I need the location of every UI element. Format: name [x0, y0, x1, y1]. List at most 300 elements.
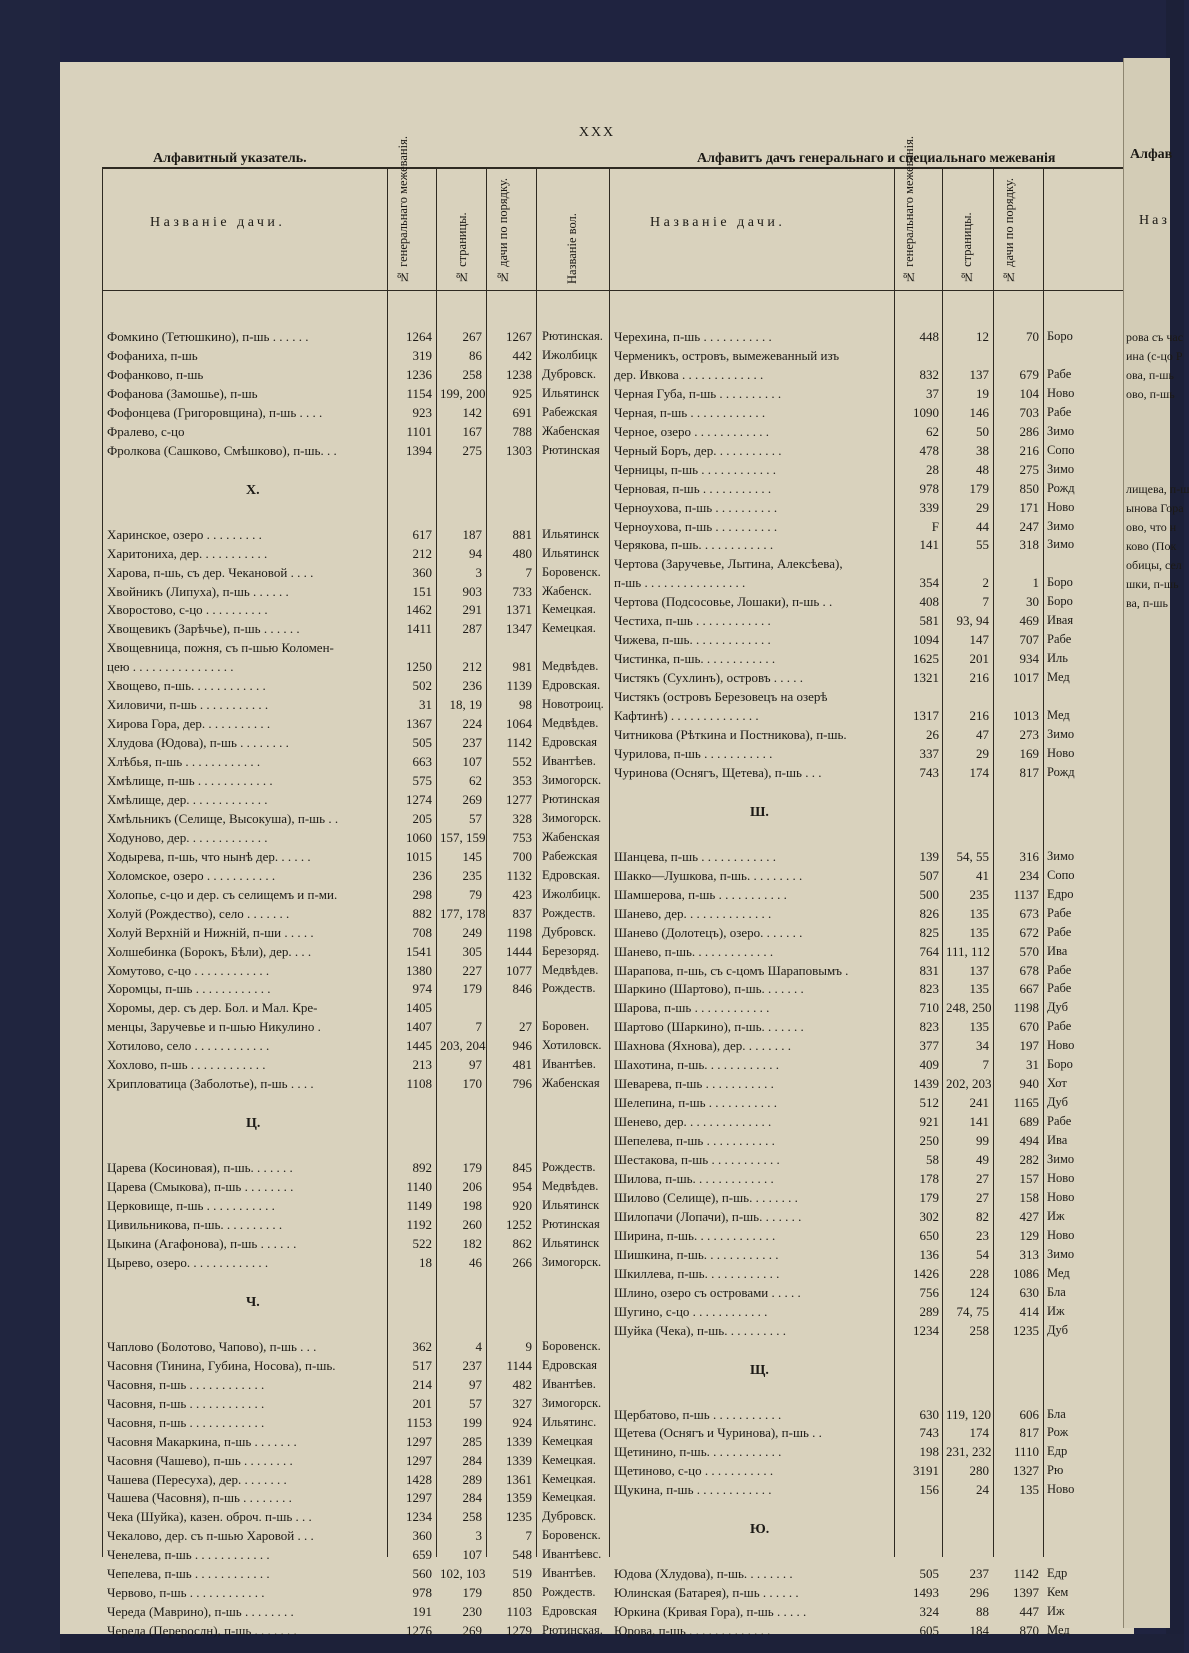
entry-volost: Ижолбицк.	[542, 886, 601, 901]
index-entry	[60, 828, 1134, 847]
entry-name: Черякова, п-шь. . . . . . . . . . . .	[614, 537, 774, 553]
entry-order-number: 1339	[506, 1433, 532, 1449]
entry-name: Ченелева, п-шь . . . . . . . . . . . .	[107, 1547, 270, 1563]
entry-page-number: 137	[969, 366, 989, 382]
entry-name: Честиха, п-шь . . . . . . . . . . . .	[614, 613, 771, 629]
entry-gen-number: 743	[919, 764, 939, 780]
entry-order-number: 703	[1019, 404, 1039, 420]
entry-order-number: 707	[1019, 632, 1039, 648]
right-gen-heading: № генеральнаго межеванія.	[902, 136, 916, 284]
entry-name: Шуйка (Чека), п-шь. . . . . . . . . .	[614, 1322, 786, 1338]
entry-name: Церковище, п-шь . . . . . . . . . . .	[107, 1198, 275, 1214]
entry-name: Цыкина (Агафонова), п-шь . . . . . .	[107, 1235, 297, 1251]
index-entry	[60, 1302, 1134, 1321]
entry-page-number: 170	[462, 1076, 482, 1092]
index-entry	[60, 535, 1134, 554]
entry-name: Царева (Косиновая), п-шь. . . . . . .	[107, 1160, 293, 1176]
edge-fragment: ово, п-шь	[1126, 387, 1175, 401]
index-entry	[60, 998, 1134, 1017]
left-volost-heading: Названіе вол.	[565, 213, 579, 284]
entry-order-number: 689	[1019, 1114, 1039, 1130]
entry-gen-number: 502	[412, 678, 432, 694]
entry-order-number: 1198	[1013, 1000, 1039, 1016]
entry-volost: Рождеств.	[542, 1585, 596, 1600]
entry-page-number: 27	[976, 1170, 989, 1186]
entry-gen-number: 1493	[913, 1585, 939, 1601]
entry-name: Фофаниха, п-шь	[107, 347, 198, 363]
entry-gen-number: 1445	[406, 1038, 432, 1054]
entry-name: Чертова (Подсосовье, Лошаки), п-шь . .	[614, 594, 833, 610]
entry-volost: Рожд	[1047, 764, 1075, 779]
left-name-heading: Названіе дачи.	[150, 215, 286, 230]
entry-volost: Иж	[1047, 1303, 1065, 1318]
entry-name: Шамшерова, п-шь . . . . . . . . . . .	[614, 886, 787, 902]
entry-gen-number: 923	[412, 404, 432, 420]
entry-page-number: 198	[462, 1198, 482, 1214]
entry-gen-number: 831	[919, 962, 939, 978]
entry-gen-number: 360	[412, 1528, 432, 1544]
entry-volost: Мед	[1047, 1265, 1070, 1280]
entry-volost: Боровен.	[542, 1019, 590, 1034]
entry-name: Хвойникъ (Липуха), п-шь . . . . . .	[107, 583, 289, 599]
entry-order-number: 946	[512, 1038, 532, 1054]
entry-order-number: 135	[1019, 1482, 1039, 1498]
entry-volost: Иль	[1047, 651, 1068, 666]
entry-name: Хворостово, с-цо . . . . . . . . . .	[107, 602, 268, 618]
entry-name: Хвощевикъ (Зарѣчье), п-шь . . . . . .	[107, 621, 300, 637]
entry-order-number: 480	[512, 545, 532, 561]
entry-gen-number: 408	[919, 594, 939, 610]
entry-volost: Зимо	[1047, 1152, 1075, 1166]
left-order-heading: № дачи по порядку.	[496, 177, 510, 284]
entry-volost: Боровенск.	[542, 1338, 601, 1353]
entry-order-number: 482	[512, 1376, 532, 1392]
entry-order-number: 925	[512, 385, 532, 401]
entry-volost: Кемецкая.	[542, 621, 596, 636]
entry-volost: Бла	[1047, 1284, 1066, 1299]
entry-volost: Хот	[1047, 1076, 1067, 1091]
entry-name: Цивильникова, п-шь. . . . . . . . . .	[107, 1217, 283, 1232]
entry-page-number: 235	[969, 886, 989, 902]
entry-order-number: 1371	[506, 602, 532, 618]
entry-gen-number: 136	[919, 1246, 939, 1262]
entry-page-number: 102, 103	[440, 1566, 486, 1582]
entry-gen-number: 3191	[913, 1463, 939, 1479]
entry-order-number: 1103	[506, 1604, 532, 1620]
entry-order-number: 247	[1019, 518, 1039, 534]
entry-gen-number: 512	[919, 1095, 939, 1111]
adjacent-page-edge	[1123, 58, 1189, 1628]
entry-order-number: 1327	[1013, 1463, 1039, 1479]
entry-page-number: 237	[462, 1357, 482, 1373]
entry-name: Холуй Верхній и Нижній, п-ши . . . . .	[107, 924, 314, 940]
entry-order-number: 1252	[506, 1217, 532, 1232]
index-entry	[60, 460, 1134, 479]
entry-order-number: 1144	[506, 1357, 532, 1373]
entry-gen-number: 921	[919, 1114, 939, 1130]
entry-name: Чистякъ (островъ Березовецъ на озерѣ	[614, 689, 828, 705]
entry-gen-number: 978	[412, 1585, 432, 1601]
entry-order-number: 1277	[506, 791, 532, 807]
entry-order-number: 158	[1019, 1189, 1039, 1205]
entry-volost: Боро	[1047, 575, 1073, 590]
entry-page-number: 147	[969, 632, 989, 648]
entry-gen-number: 26	[926, 726, 939, 742]
edge-fragment: рова съ час	[1126, 330, 1184, 344]
entry-gen-number: 302	[919, 1208, 939, 1224]
entry-page-number: 199	[462, 1414, 482, 1430]
entry-volost: Зимо	[1047, 848, 1075, 863]
entry-name: Холуй (Рождество), село . . . . . . .	[107, 905, 290, 921]
entry-gen-number: 18	[419, 1254, 432, 1270]
entry-gen-number: 28	[926, 461, 939, 477]
index-entry	[60, 1375, 1134, 1394]
entry-page-number: 7	[982, 1057, 989, 1073]
entry-gen-number: 882	[412, 905, 432, 921]
entry-order-number: 427	[1019, 1208, 1039, 1224]
entry-volost: Жабенская	[542, 829, 600, 844]
entry-name: Хлудова (Юдова), п-шь . . . . . . . .	[107, 735, 289, 751]
entry-gen-number: 505	[412, 735, 432, 751]
entry-name: Чистякъ (Сухлинъ), островъ . . . . .	[614, 670, 804, 686]
entry-order-number: 1	[1032, 575, 1039, 591]
entry-order-number: 1361	[506, 1471, 532, 1487]
section-letter: Ч.	[246, 1294, 260, 1310]
entry-page-number: 174	[969, 764, 989, 780]
entry-page-number: 46	[469, 1254, 482, 1270]
index-entry	[60, 365, 1134, 384]
entry-name: Хомутово, с-цо . . . . . . . . . . . .	[107, 962, 270, 978]
index-entry	[60, 1264, 1134, 1283]
entry-name: Черный Боръ, дер. . . . . . . . . . .	[614, 442, 782, 458]
section-letter: Ю.	[750, 1522, 770, 1538]
entry-name: менцы, Заручевье и п-шью Никулино .	[107, 1019, 321, 1035]
entry-volost: Ижолбицк	[542, 347, 598, 362]
entry-page-number: 135	[969, 905, 989, 921]
entry-gen-number: 141	[919, 537, 939, 553]
entry-order-number: 1359	[506, 1490, 532, 1506]
entry-order-number: 788	[512, 423, 532, 439]
entry-order-number: 327	[512, 1395, 532, 1411]
entry-name: Черницы, п-шь . . . . . . . . . . . .	[614, 461, 777, 477]
entry-order-number: 414	[1019, 1303, 1039, 1319]
entry-order-number: 129	[1019, 1227, 1039, 1243]
entry-volost: Боро	[1047, 329, 1073, 343]
entry-volost: Дуб	[1047, 1095, 1068, 1110]
entry-page-number: 97	[469, 1057, 482, 1073]
entry-gen-number: 1140	[406, 1179, 432, 1195]
entry-gen-number: 339	[919, 499, 939, 515]
entry-order-number: 881	[512, 526, 532, 542]
entry-order-number: 1110	[1013, 1444, 1039, 1460]
entry-name: Чистинка, п-шь. . . . . . . . . . . .	[614, 651, 776, 667]
entry-order-number: 1165	[1013, 1095, 1039, 1111]
entry-page-number: 2	[982, 575, 989, 591]
entry-page-number: 284	[462, 1452, 482, 1468]
index-entry	[60, 630, 1134, 649]
entry-page-number: 111, 112	[946, 943, 991, 959]
entry-page-number: 182	[462, 1235, 482, 1251]
entry-page-number: 269	[462, 1623, 482, 1639]
entry-name: Фофанково, п-шь	[107, 366, 204, 382]
entry-order-number: 318	[1019, 537, 1039, 553]
section-letter: Х.	[246, 482, 260, 498]
entry-name: Чижева, п-шь. . . . . . . . . . . . .	[614, 632, 771, 648]
entry-volost: Едровская	[542, 735, 598, 750]
entry-order-number: 670	[1019, 1019, 1039, 1035]
entry-page-number: 135	[969, 924, 989, 940]
entry-order-number: 313	[1019, 1246, 1039, 1262]
index-entry	[60, 961, 1134, 980]
entry-name: Холшебинка (Борокъ, Бѣли), дер. . . .	[107, 943, 312, 959]
entry-name: Хмѣлище, дер. . . . . . . . . . . . .	[107, 791, 268, 807]
entry-name: Щетиново, с-цо . . . . . . . . . . .	[614, 1463, 774, 1479]
entry-name: Черехина, п-шь . . . . . . . . . . .	[614, 329, 772, 344]
entry-gen-number: 1234	[913, 1322, 939, 1338]
entry-name: Харитониха, дер. . . . . . . . . . .	[107, 545, 268, 561]
entry-name: Щукина, п-шь . . . . . . . . . . . .	[614, 1482, 772, 1498]
entry-name: Часовня (Тинина, Губина, Носова), п-шь.	[107, 1357, 336, 1373]
entry-gen-number: 1060	[406, 829, 432, 845]
entry-order-number: 954	[512, 1179, 532, 1195]
index-entry	[60, 1188, 1134, 1207]
entry-gen-number: 1407	[406, 1019, 432, 1035]
entry-gen-number: 1625	[913, 651, 939, 667]
entry-order-number: 1142	[1013, 1566, 1039, 1582]
entry-volost: Боровенск.	[542, 1528, 601, 1543]
entry-gen-number: 764	[919, 943, 939, 959]
entry-name: Черное, озеро . . . . . . . . . . . .	[614, 423, 770, 439]
entry-order-number: 679	[1019, 366, 1039, 382]
entry-gen-number: 1090	[913, 404, 939, 420]
entry-volost: Хотиловск.	[542, 1038, 602, 1053]
entry-gen-number: 1367	[406, 716, 432, 732]
entry-order-number: 733	[512, 583, 532, 599]
entry-volost: Дубровск.	[542, 366, 597, 381]
entry-volost: Березоряд.	[542, 943, 600, 958]
entry-volost: Жабенск.	[542, 583, 592, 598]
entry-name: Шепелева, п-шь . . . . . . . . . . .	[614, 1133, 775, 1149]
entry-page-number: 3	[475, 564, 482, 580]
adjacent-page-header: Алфав	[1130, 147, 1173, 162]
entry-page-number: 237	[969, 1566, 989, 1582]
entry-page-number: 137	[969, 962, 989, 978]
entry-volost: Едро	[1047, 886, 1074, 901]
entry-gen-number: 1276	[406, 1623, 432, 1639]
entry-gen-number: 1015	[406, 848, 432, 864]
index-entry	[60, 1356, 1134, 1375]
entry-order-number: 328	[512, 810, 532, 826]
entry-name: Череда (Перерослн), п-шь . . . . . . .	[107, 1623, 297, 1639]
index-entry	[60, 668, 1134, 687]
entry-order-number: 1086	[1013, 1265, 1039, 1281]
entry-volost: Едр	[1047, 1444, 1068, 1459]
entry-page-number: 29	[976, 745, 989, 761]
entry-name: Часовня (Чашево), п-шь . . . . . . . .	[107, 1452, 293, 1468]
index-entry	[60, 1036, 1134, 1055]
entry-volost: Рютинская.	[542, 1623, 603, 1638]
entry-gen-number: 832	[919, 366, 939, 382]
entry-order-number: 1279	[506, 1623, 532, 1639]
entry-order-number: 570	[1019, 943, 1039, 959]
entry-page-number: 7	[475, 1019, 482, 1035]
entry-gen-number: 362	[412, 1338, 432, 1354]
entry-order-number: 673	[1019, 905, 1039, 921]
edge-fragment: ово, что н	[1126, 520, 1177, 534]
entry-name: Юркина (Кривая Гора), п-шь . . . . .	[614, 1604, 807, 1620]
entry-gen-number: 1149	[406, 1198, 432, 1214]
index-entry	[60, 592, 1134, 611]
entry-gen-number: 1108	[406, 1076, 432, 1092]
entry-gen-number: 575	[412, 773, 432, 788]
entry-order-number: 7	[525, 564, 532, 580]
entry-name: Черная Губа, п-шь . . . . . . . . . .	[614, 385, 782, 401]
entry-page-number: 18, 19	[449, 697, 482, 713]
entry-name: Шарова, п-шь . . . . . . . . . . . .	[614, 1000, 770, 1016]
entry-volost: Ивантѣев.	[542, 754, 596, 769]
edge-fragment: ынова Гора	[1126, 501, 1184, 515]
index-entry	[60, 479, 1134, 498]
index-entry	[60, 706, 1134, 725]
entry-volost: Едровская.	[542, 678, 601, 693]
entry-gen-number: 191	[412, 1604, 432, 1620]
entry-order-number: 27	[519, 1019, 532, 1035]
entry-volost: Зимо	[1047, 726, 1075, 741]
index-entry	[60, 1245, 1134, 1264]
entry-gen-number: 409	[919, 1057, 939, 1073]
index-entry	[60, 1461, 1134, 1480]
edge-fragment: обицы, сел	[1126, 558, 1182, 572]
entry-order-number: 442	[512, 347, 532, 363]
entry-gen-number: 1236	[406, 366, 432, 382]
section-letter: Щ.	[750, 1362, 769, 1378]
entry-gen-number: 1541	[406, 943, 432, 959]
index-entry	[60, 1545, 1134, 1564]
entry-order-number: 157	[1019, 1170, 1039, 1186]
entry-name: Шишкина, п-шь. . . . . . . . . . . .	[614, 1246, 779, 1262]
entry-name: Черноухова, п-шь . . . . . . . . . .	[614, 499, 778, 515]
entry-volost: Иж	[1047, 1208, 1065, 1223]
entry-order-number: 1064	[506, 716, 532, 732]
entry-page-number: 201	[969, 651, 989, 667]
entry-order-number: 447	[1019, 1604, 1039, 1620]
entry-volost: Ильятинск	[542, 1235, 600, 1250]
entry-order-number: 1013	[1013, 708, 1039, 723]
entry-gen-number: 448	[919, 329, 939, 344]
entry-page-number: 296	[969, 1585, 989, 1601]
edge-fragment: ова, п-шь	[1126, 368, 1174, 382]
entry-volost: Боро	[1047, 594, 1073, 609]
entry-volost: Кемецкая.	[542, 1490, 596, 1505]
index-entry	[60, 1337, 1134, 1356]
entry-order-number: 98	[519, 697, 532, 713]
entry-page-number: 285	[462, 1433, 482, 1449]
entry-order-number: 870	[1019, 1623, 1039, 1639]
index-entry	[60, 942, 1134, 961]
entry-name: Чурилова, п-шь . . . . . . . . . . .	[614, 745, 773, 761]
entry-gen-number: 1154	[406, 385, 432, 401]
index-entry	[60, 1207, 1134, 1226]
entry-volost: Рютинская.	[542, 329, 603, 343]
entry-name: Щербатово, п-шь . . . . . . . . . . .	[614, 1406, 782, 1422]
entry-page-number: 12	[976, 329, 989, 344]
entry-volost: Рабе	[1047, 924, 1072, 939]
entry-volost: Рождеств.	[542, 981, 596, 996]
entry-name: Чашева (Часовня), п-шь . . . . . . . .	[107, 1490, 292, 1506]
entry-page-number: 249	[462, 924, 482, 940]
entry-volost: Медвѣдев.	[542, 716, 599, 731]
entry-volost: Медвѣдев.	[542, 1179, 599, 1194]
entry-order-number: 266	[512, 1254, 532, 1270]
entry-volost: Рабе	[1047, 632, 1072, 647]
entry-gen-number: 630	[919, 1406, 939, 1422]
entry-order-number: 1267	[506, 329, 532, 344]
entry-order-number: 9	[525, 1338, 532, 1354]
index-entry	[60, 763, 1134, 782]
entry-gen-number: 478	[919, 442, 939, 458]
entry-order-number: 282	[1019, 1152, 1039, 1167]
entry-name: Шакко—Лушкова, п-шь. . . . . . . . .	[614, 867, 803, 883]
entry-page-number: 212	[462, 659, 482, 675]
entry-gen-number: 1394	[406, 442, 432, 458]
entry-volost: Едровская	[542, 1357, 598, 1372]
entry-gen-number: 663	[412, 754, 432, 770]
entry-gen-number: 710	[919, 1000, 939, 1016]
edge-fragment: ково (Пок	[1126, 539, 1177, 553]
entry-order-number: 837	[512, 905, 532, 921]
entry-page-number: 57	[469, 810, 482, 826]
entry-page-number: 275	[462, 442, 482, 458]
entry-order-number: 216	[1019, 442, 1039, 458]
entry-page-number: 79	[469, 886, 482, 902]
entry-volost: Новотроиц.	[542, 697, 604, 712]
entry-gen-number: 1462	[406, 602, 432, 618]
entry-name: Харинское, озеро . . . . . . . . .	[107, 526, 262, 542]
page-number: XXX	[578, 125, 616, 140]
index-entry	[60, 1564, 1134, 1583]
entry-name: Фофанова (Замошье), п-шь	[107, 385, 258, 401]
entry-page-number: 24	[976, 1482, 989, 1498]
entry-page-number: 284	[462, 1490, 482, 1506]
entry-gen-number: 1317	[913, 708, 939, 723]
entry-order-number: 1017	[1013, 670, 1039, 686]
entry-volost: Рабе	[1047, 962, 1072, 977]
entry-name: Хоромы, дер. съ дер. Бол. и Мал. Кре-	[107, 1000, 318, 1016]
entry-volost: Рютинская	[542, 1217, 600, 1231]
entry-order-number: 850	[1019, 480, 1039, 496]
entry-name: Цырево, озеро. . . . . . . . . . . . .	[107, 1254, 269, 1270]
entry-page-number: 903	[462, 583, 482, 599]
entry-order-number: 494	[1019, 1133, 1039, 1149]
entry-gen-number: 156	[919, 1482, 939, 1498]
entry-gen-number: 179	[919, 1189, 939, 1205]
entry-page-number: 47	[976, 726, 989, 742]
index-entry	[60, 725, 1134, 744]
index-entry	[60, 1150, 1134, 1169]
entry-name: Шартово (Шаркино), п-шь. . . . . . .	[614, 1019, 804, 1035]
entry-page-number: 23	[976, 1227, 989, 1243]
entry-name: Чепелева, п-шь . . . . . . . . . . . .	[107, 1566, 270, 1582]
entry-order-number: 1142	[506, 735, 532, 751]
entry-gen-number: 1250	[406, 659, 432, 675]
entry-page-number: 142	[462, 404, 482, 420]
entry-order-number: 753	[512, 829, 532, 845]
entry-gen-number: 1297	[406, 1452, 432, 1468]
entry-gen-number: F	[931, 518, 939, 534]
entry-order-number: 316	[1019, 848, 1039, 864]
index-entry	[60, 744, 1134, 763]
entry-name: Шеварева, п-шь . . . . . . . . . . .	[614, 1076, 774, 1092]
